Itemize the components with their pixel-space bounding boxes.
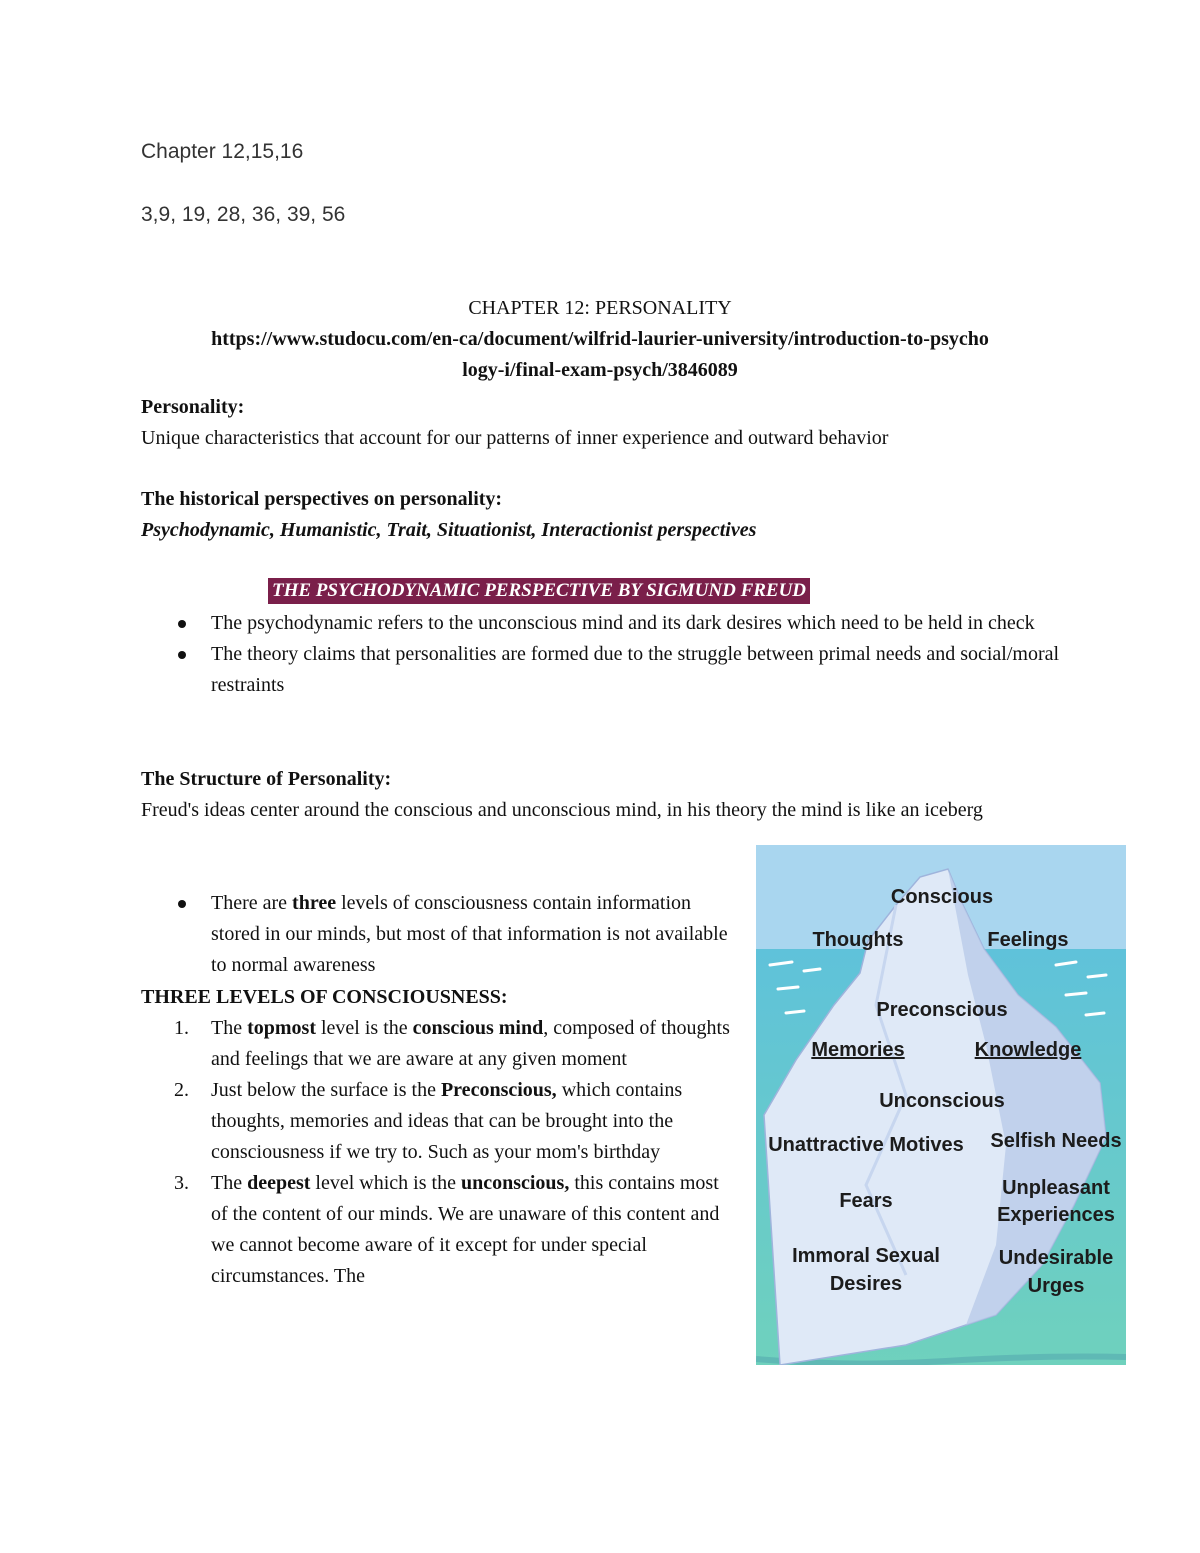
historical-perspectives-label: The historical perspectives on personality: — [141, 488, 503, 510]
iceberg-label-desires: Desires — [829, 1273, 903, 1295]
text-run: The — [211, 1172, 248, 1194]
text-run: There are — [211, 892, 293, 914]
text-run: , composed of thoughts and feelings that we are aware at any given moment — [211, 1017, 730, 1070]
text-run: levels of consciousness contain information stored in our minds, but most of that information is not available to normal awareness — [211, 892, 728, 976]
iceberg-label-memories: Memories — [811, 1039, 905, 1061]
list-item — [141, 1013, 731, 1075]
iceberg-label-fears: Fears — [839, 1190, 893, 1212]
psychodynamic-heading: THE PSYCHODYNAMIC PERSPECTIVE BY SIGMUND FREUD — [268, 578, 810, 604]
emphasis: conscious mind — [412, 1017, 544, 1039]
source-url-line-1[interactable]: https://www.studocu.com/en-ca/document/wilfrid-laurier-university/introduction-to-psycho — [211, 328, 989, 350]
structure-label: The Structure of Personality: — [141, 768, 392, 790]
list-number: 3. — [174, 1172, 189, 1194]
text-run: this contains most of the content of our minds. We are unaware of this content and we cannot become aware of it except for under special circumstances. The — [211, 1172, 720, 1287]
list-item — [141, 1168, 731, 1292]
list-item — [141, 1075, 731, 1168]
three-levels-label: THREE LEVELS OF CONSCIOUSNESS: — [141, 986, 508, 1008]
iceberg-label-feelings: Feelings — [987, 929, 1069, 951]
iceberg-label-conscious: Conscious — [890, 886, 994, 908]
emphasis: Preconscious, — [440, 1079, 557, 1101]
iceberg-label-experiences: Experiences — [997, 1204, 1115, 1226]
iceberg-label-knowledge: Knowledge — [974, 1039, 1082, 1061]
chapter-title: CHAPTER 12: PERSONALITY — [468, 297, 732, 319]
iceberg-label-undesirable: Undesirable — [998, 1247, 1114, 1269]
emphasis: topmost — [247, 1017, 316, 1039]
list-item — [141, 888, 731, 981]
levels-numbered-list — [141, 1013, 731, 1292]
historical-perspectives-list: Psychodynamic, Humanistic, Trait, Situationist, Interactionist perspectives — [141, 519, 757, 541]
iceberg-label-preconscious: Preconscious — [876, 999, 1008, 1021]
personality-label: Personality: — [141, 396, 245, 418]
text-run: The — [211, 1017, 248, 1039]
iceberg-label-thoughts: Thoughts — [812, 929, 904, 951]
emphasis: unconscious, — [460, 1172, 570, 1194]
list-item: The psychodynamic refers to the unconscious mind and its dark desires which need to be held in check — [141, 608, 1061, 639]
iceberg-label-unpleasant: Unpleasant — [1002, 1177, 1110, 1199]
text-run: which contains thoughts, memories and ideas that can be brought into the consciousness if we try to. Such as your mom's birthday — [211, 1079, 683, 1163]
list-number: 2. — [174, 1079, 189, 1101]
header-question-numbers: 3,9, 19, 28, 36, 39, 56 — [141, 203, 346, 226]
list-number: 1. — [174, 1017, 189, 1039]
iceberg-label-urges: Urges — [1027, 1275, 1085, 1297]
header-chapters: Chapter 12,15,16 — [141, 140, 304, 163]
iceberg-diagram — [756, 845, 1126, 1365]
psychodynamic-bullet-list — [141, 608, 1061, 701]
iceberg-label-unconscious: Unconscious — [879, 1090, 1005, 1112]
list-item: The theory claims that personalities are formed due to the struggle between primal needs and social/moral restraints — [141, 639, 1061, 701]
iceberg-label-unattractive-motives: Unattractive Motives — [768, 1134, 964, 1156]
iceberg-label-selfish-needs: Selfish Needs — [990, 1130, 1122, 1152]
levels-bullet-list — [141, 888, 731, 981]
personality-definition: Unique characteristics that account for our patterns of inner experience and outward behavior — [141, 427, 889, 449]
text-run: level is the — [315, 1017, 413, 1039]
emphasis: three — [292, 892, 337, 914]
source-url-line-2[interactable]: logy-i/final-exam-psych/3846089 — [462, 359, 738, 381]
emphasis: deepest — [247, 1172, 311, 1194]
structure-text: Freud's ideas center around the conscious and unconscious mind, in his theory the mind is like an iceberg — [141, 799, 983, 821]
iceberg-label-immoral-sexual: Immoral Sexual — [792, 1245, 940, 1267]
text-run: Just below the surface is the — [211, 1079, 441, 1101]
text-run: level which is the — [310, 1172, 461, 1194]
